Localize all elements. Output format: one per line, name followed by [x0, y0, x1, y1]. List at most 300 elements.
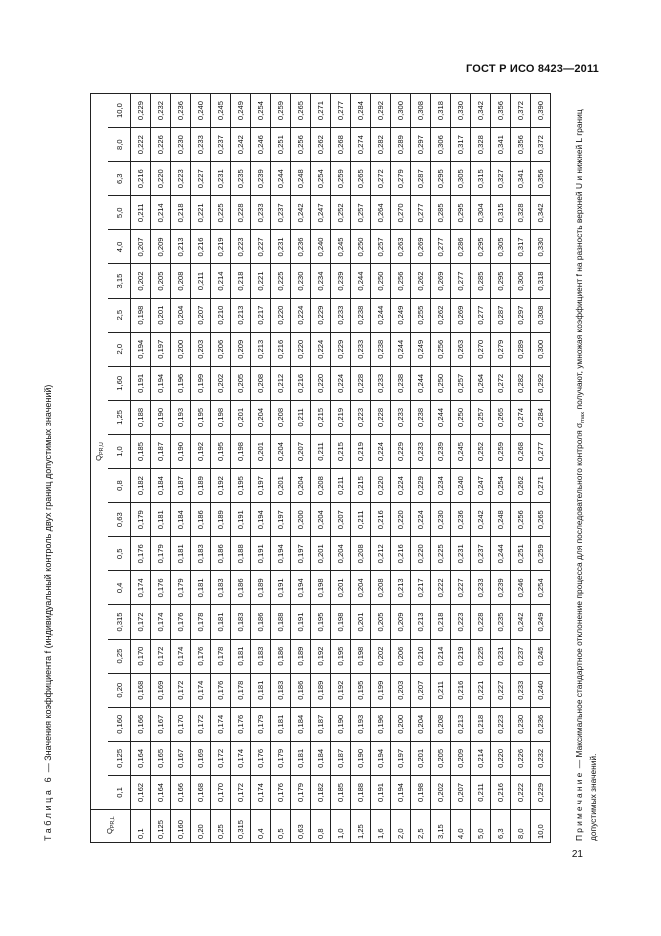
table-cell: 0,234 — [431, 469, 451, 503]
table-cell: 0,182 — [131, 469, 151, 503]
table-cell: 0,233 — [471, 571, 491, 605]
table-cell: 0,174 — [171, 639, 191, 673]
table-cell: 0,372 — [531, 128, 551, 162]
table-cell: 0,255 — [411, 298, 431, 332]
table-cell: 0,203 — [391, 673, 411, 707]
table-row — [311, 94, 331, 843]
table-cell: 0,174 — [251, 775, 271, 809]
table-cell: 0,244 — [391, 332, 411, 366]
table-cell: 0,223 — [171, 162, 191, 196]
table-cell: 0,295 — [451, 196, 471, 230]
row-label: 8,0 — [511, 810, 531, 843]
table-cell: 0,225 — [431, 537, 451, 571]
table-cell: 0,204 — [351, 571, 371, 605]
table-note — [574, 101, 599, 841]
table-cell: 0,292 — [531, 366, 551, 400]
row-label: 0,63 — [291, 810, 311, 843]
table-cell: 0,244 — [271, 162, 291, 196]
table-cell: 0,233 — [331, 298, 351, 332]
table-cell: 0,328 — [471, 128, 491, 162]
table-cell: 0,271 — [311, 94, 331, 128]
table-cell: 0,179 — [151, 537, 171, 571]
table-row — [131, 94, 151, 843]
table-cell: 0,254 — [531, 571, 551, 605]
table-cell: 0,168 — [191, 775, 211, 809]
table-cell: 0,220 — [151, 162, 171, 196]
table-cell: 0,204 — [291, 469, 311, 503]
column-header: 2,0 — [108, 332, 130, 366]
table-cell: 0,230 — [291, 264, 311, 298]
table-cell: 0,262 — [311, 128, 331, 162]
table-cell: 0,306 — [511, 264, 531, 298]
table-cell: 0,214 — [151, 196, 171, 230]
table-cell: 0,164 — [131, 741, 151, 775]
table-cell: 0,219 — [351, 434, 371, 468]
table-cell: 0,221 — [191, 196, 211, 230]
table-cell: 0,172 — [231, 775, 251, 809]
table-cell: 0,191 — [131, 366, 151, 400]
table-cell: 0,274 — [511, 400, 531, 434]
table-cell: 0,250 — [351, 230, 371, 264]
table-cell: 0,174 — [191, 673, 211, 707]
note-text-part-1: — Максимальное стандартное отклонение процесса для последовательного контроля σ — [574, 422, 584, 771]
table-cell: 0,186 — [191, 503, 211, 537]
column-header: 4,0 — [108, 230, 130, 264]
table-cell: 0,248 — [291, 162, 311, 196]
table-cell: 0,229 — [131, 94, 151, 128]
table-cell: 0,238 — [371, 332, 391, 366]
table-cell: 0,231 — [491, 639, 511, 673]
table-cell: 0,200 — [391, 707, 411, 741]
table-cell: 0,277 — [531, 434, 551, 468]
table-cell: 0,188 — [231, 537, 251, 571]
table-cell: 0,268 — [511, 434, 531, 468]
table-cell: 0,204 — [311, 503, 331, 537]
table-cell: 0,245 — [331, 230, 351, 264]
table-cell: 0,183 — [251, 639, 271, 673]
rotated-table-block — [42, 93, 620, 843]
table-cell: 0,224 — [411, 503, 431, 537]
table-cell: 0,211 — [291, 400, 311, 434]
table-cell: 0,230 — [171, 128, 191, 162]
table-cell: 0,185 — [131, 434, 151, 468]
table-cell: 0,249 — [391, 298, 411, 332]
table-cell: 0,167 — [171, 741, 191, 775]
table-cell: 0,198 — [311, 571, 331, 605]
table-cell: 0,211 — [131, 196, 151, 230]
table-cell: 0,213 — [451, 707, 471, 741]
table-cell: 0,200 — [171, 332, 191, 366]
table-cell: 0,198 — [131, 298, 151, 332]
table-cell: 0,222 — [511, 775, 531, 809]
table-cell: 0,181 — [251, 673, 271, 707]
table-cell: 0,195 — [331, 639, 351, 673]
table-row — [391, 94, 411, 843]
table-cell: 0,224 — [371, 434, 391, 468]
table-cell: 0,202 — [431, 775, 451, 809]
table-cell: 0,203 — [191, 332, 211, 366]
table-cell: 0,195 — [191, 400, 211, 434]
table-cell: 0,239 — [331, 264, 351, 298]
column-header: 0,8 — [108, 469, 130, 503]
table-cell: 0,217 — [411, 571, 431, 605]
table-cell: 0,192 — [211, 469, 231, 503]
table-cell: 0,317 — [451, 128, 471, 162]
table-cell: 0,250 — [431, 366, 451, 400]
table-cell: 0,270 — [471, 332, 491, 366]
table-cell: 0,264 — [471, 366, 491, 400]
table-cell: 0,189 — [251, 571, 271, 605]
table-cell: 0,262 — [431, 298, 451, 332]
table-cell: 0,282 — [371, 128, 391, 162]
table-cell: 0,252 — [471, 434, 491, 468]
table-cell: 0,198 — [411, 775, 431, 809]
column-header: 1,60 — [108, 366, 130, 400]
column-header: 1,25 — [108, 400, 130, 434]
table-cell: 0,208 — [311, 469, 331, 503]
table-cell: 0,183 — [191, 537, 211, 571]
row-label: 6,3 — [491, 810, 511, 843]
table-cell: 0,176 — [271, 775, 291, 809]
table-cell: 0,214 — [471, 741, 491, 775]
table-cell: 0,223 — [491, 707, 511, 741]
table-cell: 0,187 — [171, 469, 191, 503]
table-cell: 0,231 — [211, 162, 231, 196]
table-cell: 0,257 — [451, 366, 471, 400]
table-cell: 0,176 — [231, 707, 251, 741]
table-cell: 0,186 — [291, 673, 311, 707]
table-row — [151, 94, 171, 843]
table-cell: 0,225 — [211, 196, 231, 230]
table-cell: 0,227 — [451, 571, 471, 605]
note-subscript: max — [580, 411, 586, 423]
table-cell: 0,277 — [411, 196, 431, 230]
table-row — [171, 94, 191, 843]
table-cell: 0,342 — [531, 196, 551, 230]
table-cell: 0,269 — [451, 298, 471, 332]
table-caption-label: Таблица 6 — [43, 774, 53, 841]
table-cell: 0,292 — [371, 94, 391, 128]
table-cell: 0,239 — [251, 162, 271, 196]
table-cell: 0,210 — [411, 639, 431, 673]
table-cell: 0,220 — [371, 469, 391, 503]
table-cell: 0,179 — [171, 571, 191, 605]
table-cell: 0,183 — [271, 673, 291, 707]
table-cell: 0,305 — [451, 162, 471, 196]
table-cell: 0,205 — [371, 605, 391, 639]
table-cell: 0,176 — [131, 537, 151, 571]
table-cell: 0,179 — [251, 707, 271, 741]
row-label: 0,1 — [131, 810, 151, 843]
table-cell: 0,195 — [231, 469, 251, 503]
table-cell: 0,228 — [471, 605, 491, 639]
column-header: 0,160 — [108, 707, 130, 741]
row-label: 1,6 — [371, 810, 391, 843]
table-cell: 0,219 — [331, 400, 351, 434]
table-cell: 0,245 — [451, 434, 471, 468]
table-cell: 0,216 — [191, 230, 211, 264]
table-cell: 0,166 — [171, 775, 191, 809]
table-cell: 0,174 — [131, 571, 151, 605]
table-cell: 0,222 — [131, 128, 151, 162]
table-cell: 0,228 — [231, 196, 251, 230]
table-cell: 0,172 — [191, 707, 211, 741]
table-cell: 0,277 — [471, 298, 491, 332]
table-cell: 0,196 — [371, 707, 391, 741]
table-cell: 0,205 — [431, 741, 451, 775]
table-cell: 0,285 — [471, 264, 491, 298]
table-cell: 0,265 — [491, 400, 511, 434]
table-cell: 0,233 — [351, 332, 371, 366]
table-cell: 0,246 — [251, 128, 271, 162]
table-cell: 0,242 — [471, 503, 491, 537]
table-cell: 0,189 — [291, 639, 311, 673]
table-cell: 0,285 — [431, 196, 451, 230]
row-label: 4,0 — [451, 810, 471, 843]
table-row — [251, 94, 271, 843]
table-cell: 0,185 — [331, 775, 351, 809]
table-cell: 0,249 — [531, 605, 551, 639]
table-cell: 0,211 — [351, 503, 371, 537]
column-header: 0,125 — [108, 741, 130, 775]
table-cell: 0,214 — [431, 639, 451, 673]
table-cell: 0,199 — [371, 673, 391, 707]
table-cell: 0,295 — [491, 264, 511, 298]
table-cell: 0,190 — [151, 400, 171, 434]
table-cell: 0,179 — [271, 741, 291, 775]
table-cell: 0,198 — [231, 434, 251, 468]
table-cell: 0,233 — [191, 128, 211, 162]
table-cell: 0,269 — [431, 264, 451, 298]
table-cell: 0,178 — [211, 639, 231, 673]
table-cell: 0,256 — [391, 264, 411, 298]
table-cell: 0,193 — [351, 707, 371, 741]
table-cell: 0,174 — [211, 707, 231, 741]
table-cell: 0,256 — [511, 503, 531, 537]
table-cell: 0,242 — [291, 196, 311, 230]
table-cell: 0,197 — [391, 741, 411, 775]
table-cell: 0,228 — [371, 400, 391, 434]
table-cell: 0,208 — [271, 400, 291, 434]
table-cell: 0,271 — [531, 469, 551, 503]
table-cell: 0,172 — [131, 605, 151, 639]
table-cell: 0,317 — [511, 230, 531, 264]
table-cell: 0,216 — [271, 332, 291, 366]
table-cell: 0,170 — [211, 775, 231, 809]
table-cell: 0,279 — [491, 332, 511, 366]
table-cell: 0,249 — [231, 94, 251, 128]
table-cell: 0,172 — [151, 639, 171, 673]
row-label: 5,0 — [471, 810, 491, 843]
table-cell: 0,223 — [351, 400, 371, 434]
table-cell: 0,237 — [471, 537, 491, 571]
table-cell: 0,176 — [211, 673, 231, 707]
table-cell: 0,207 — [331, 503, 351, 537]
table-cell: 0,240 — [451, 469, 471, 503]
table-cell: 0,169 — [151, 673, 171, 707]
table-cell: 0,208 — [351, 537, 371, 571]
table-cell: 0,225 — [471, 639, 491, 673]
table-cell: 0,221 — [471, 673, 491, 707]
table-cell: 0,270 — [391, 196, 411, 230]
table-cell: 0,205 — [231, 366, 251, 400]
table-cell: 0,189 — [311, 673, 331, 707]
table-cell: 0,188 — [271, 605, 291, 639]
table-cell: 0,263 — [451, 332, 471, 366]
table-row — [451, 94, 471, 843]
table-cell: 0,174 — [231, 741, 251, 775]
table-cell: 0,305 — [491, 230, 511, 264]
table-cell: 0,215 — [351, 469, 371, 503]
table-cell: 0,356 — [491, 94, 511, 128]
table-cell: 0,174 — [151, 605, 171, 639]
table-cell: 0,242 — [511, 605, 531, 639]
table-cell: 0,226 — [511, 741, 531, 775]
table-cell: 0,201 — [411, 741, 431, 775]
table-cell: 0,194 — [371, 741, 391, 775]
table-cell: 0,251 — [271, 128, 291, 162]
table-cell: 0,231 — [451, 537, 471, 571]
table-cell: 0,247 — [311, 196, 331, 230]
table-cell: 0,259 — [491, 434, 511, 468]
table-cell: 0,186 — [231, 571, 251, 605]
table-cell: 0,217 — [251, 298, 271, 332]
table-cell: 0,194 — [391, 775, 411, 809]
table-cell: 0,201 — [351, 605, 371, 639]
table-cell: 0,272 — [371, 162, 391, 196]
table-cell: 0,262 — [511, 469, 531, 503]
table-cell: 0,300 — [391, 94, 411, 128]
table-cell: 0,227 — [191, 162, 211, 196]
column-header: 0,315 — [108, 605, 130, 639]
table-cell: 0,187 — [311, 707, 331, 741]
table-cell: 0,327 — [491, 162, 511, 196]
table-cell: 0,229 — [531, 775, 551, 809]
table-cell: 0,264 — [371, 196, 391, 230]
table-cell: 0,233 — [411, 434, 431, 468]
table-cell: 0,176 — [251, 741, 271, 775]
row-label: 0,4 — [251, 810, 271, 843]
table-cell: 0,250 — [451, 400, 471, 434]
table-cell: 0,189 — [211, 503, 231, 537]
table-cell: 0,196 — [171, 366, 191, 400]
table-cell: 0,240 — [531, 673, 551, 707]
table-cell: 0,190 — [331, 707, 351, 741]
table-cell: 0,169 — [191, 741, 211, 775]
table-cell: 0,211 — [191, 264, 211, 298]
table-cell: 0,194 — [291, 571, 311, 605]
table-cell: 0,237 — [271, 196, 291, 230]
table-cell: 0,212 — [271, 366, 291, 400]
table-cell: 0,315 — [491, 196, 511, 230]
row-header-symbol: Q — [105, 828, 114, 834]
table-cell: 0,238 — [351, 298, 371, 332]
table-cell: 0,220 — [491, 741, 511, 775]
table-cell: 0,318 — [431, 94, 451, 128]
table-row — [331, 94, 351, 843]
table-cell: 0,207 — [411, 673, 431, 707]
table-cell: 0,235 — [491, 605, 511, 639]
table-cell: 0,306 — [431, 128, 451, 162]
table-cell: 0,286 — [451, 230, 471, 264]
table-cell: 0,229 — [311, 298, 331, 332]
table-cell: 0,254 — [251, 94, 271, 128]
table-cell: 0,201 — [151, 298, 171, 332]
table-cell: 0,341 — [491, 128, 511, 162]
table-cell: 0,254 — [311, 162, 331, 196]
table-cell: 0,300 — [531, 332, 551, 366]
table-cell: 0,209 — [391, 605, 411, 639]
row-label: 1,0 — [331, 810, 351, 843]
table-cell: 0,181 — [191, 571, 211, 605]
table-cell: 0,284 — [351, 94, 371, 128]
table-cell: 0,197 — [251, 469, 271, 503]
table-cell: 0,190 — [351, 741, 371, 775]
table-cell: 0,240 — [191, 94, 211, 128]
table-cell: 0,181 — [151, 503, 171, 537]
table-cell: 0,272 — [491, 366, 511, 400]
table-cell: 0,287 — [491, 298, 511, 332]
table-cell: 0,223 — [451, 605, 471, 639]
table-cell: 0,247 — [471, 469, 491, 503]
table-cell: 0,168 — [131, 673, 151, 707]
table-cell: 0,269 — [411, 230, 431, 264]
column-header: 5,0 — [108, 196, 130, 230]
table-cell: 0,181 — [231, 639, 251, 673]
table-cell: 0,257 — [371, 230, 391, 264]
row-header-cell — [91, 810, 131, 843]
table-cell: 0,252 — [331, 196, 351, 230]
table-cell: 0,211 — [431, 673, 451, 707]
table-cell: 0,198 — [331, 605, 351, 639]
table-cell: 0,232 — [531, 741, 551, 775]
table-cell: 0,167 — [151, 707, 171, 741]
table-cell: 0,211 — [471, 775, 491, 809]
column-header: 2,5 — [108, 298, 130, 332]
table-cell: 0,208 — [431, 707, 451, 741]
table-cell: 0,209 — [231, 332, 251, 366]
table-cell: 0,207 — [451, 775, 471, 809]
table-cell: 0,183 — [211, 571, 231, 605]
table-cell: 0,257 — [351, 196, 371, 230]
table-cell: 0,220 — [411, 537, 431, 571]
table-cell: 0,195 — [211, 434, 231, 468]
table-cell: 0,176 — [191, 639, 211, 673]
table-cell: 0,236 — [171, 94, 191, 128]
table-cell: 0,200 — [291, 503, 311, 537]
note-text-part-2: получают, умножая коэффициент f на разность верхней U и нижней L границ допустимых значений. — [574, 109, 598, 841]
table-cell: 0,225 — [271, 264, 291, 298]
table-cell: 0,207 — [291, 434, 311, 468]
table-cell: 0,240 — [311, 230, 331, 264]
table-cell: 0,202 — [131, 264, 151, 298]
table-cell: 0,201 — [331, 571, 351, 605]
table-cell: 0,284 — [531, 400, 551, 434]
table-cell: 0,246 — [511, 571, 531, 605]
table-cell: 0,265 — [291, 94, 311, 128]
table-cell: 0,188 — [351, 775, 371, 809]
column-group-header — [91, 94, 109, 810]
row-label: 0,125 — [151, 810, 171, 843]
table-caption-text: — Значения коэффициента f (индивидуальный контроль двух границ допустимых значений) — [43, 384, 53, 775]
table-cell: 0,162 — [131, 775, 151, 809]
table-cell: 0,219 — [451, 639, 471, 673]
table-cell: 0,308 — [531, 298, 551, 332]
table-caption — [43, 385, 53, 841]
table-row — [471, 94, 491, 843]
table-cell: 0,176 — [151, 571, 171, 605]
table-cell: 0,208 — [171, 264, 191, 298]
